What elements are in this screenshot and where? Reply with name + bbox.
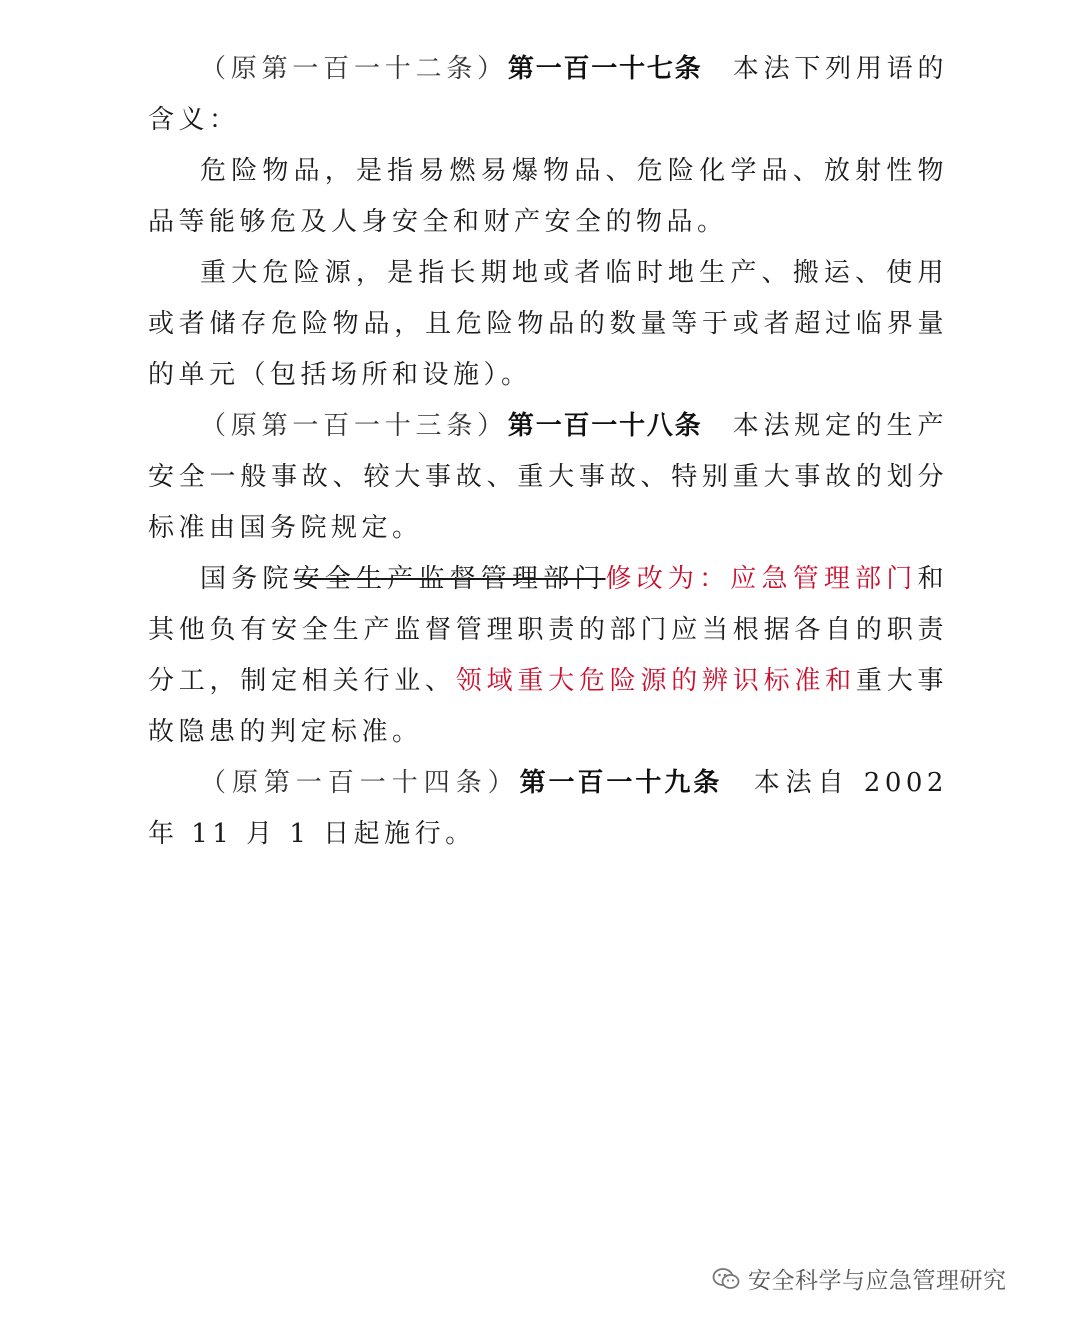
article-118 (148, 401, 948, 554)
wechat-icon (712, 1267, 740, 1291)
original-article-number: （原第一百一十三条） (200, 411, 508, 441)
definition-major-hazard: 重大危险源，是指长期地或者临时地生产、搬运、使用或者储存危险物品，且危险物品的数量等于或者超过临界量的单元（包括场所和设施）。 (148, 258, 948, 390)
document-body (148, 44, 948, 860)
article-119 (148, 758, 948, 860)
definition-dangerous-goods: 危险物品，是指易燃易爆物品、危险化学品、放射性物品等能够危及人身安全和财产安全的物品。 (148, 156, 948, 237)
account-name: 安全科学与应急管理研究 (748, 1268, 1007, 1294)
added-text: 领域重大危险源的辨识标准和 (455, 666, 856, 696)
paragraph-suffix: 重大事故隐患的判定标准。 (148, 666, 948, 747)
article-117 (148, 44, 948, 146)
article-text: 本法规定的生产安全一般事故、较大事故、重大事故、特别重大事故的划分标准由国务院规定。 (148, 411, 948, 543)
paragraph-prefix: 国务院 (200, 564, 294, 594)
watermark (712, 1262, 1007, 1295)
article-title: 第一百一十八条 (507, 411, 703, 441)
original-article-number: （原第一百一十四条） (200, 768, 520, 798)
article-text: 本法下列用语的含义： (148, 54, 948, 135)
amendment-note: 修改为：应急管理部门 (605, 564, 918, 594)
struck-text: 安全生产监督管理部门 (293, 564, 606, 594)
article-title: 第一百一十七条 (507, 54, 703, 84)
article-text: 本法自 2002 年 11 月 1 日起施行。 (148, 768, 948, 849)
paragraph-middle: 和其他负有安全生产监督管理职责的部门应当根据各自的职责分工，制定相关行业、 (148, 564, 948, 696)
article-title: 第一百一十九条 (519, 768, 723, 798)
state-council-paragraph (148, 554, 948, 758)
original-article-number: （原第一百一十二条） (200, 54, 508, 84)
